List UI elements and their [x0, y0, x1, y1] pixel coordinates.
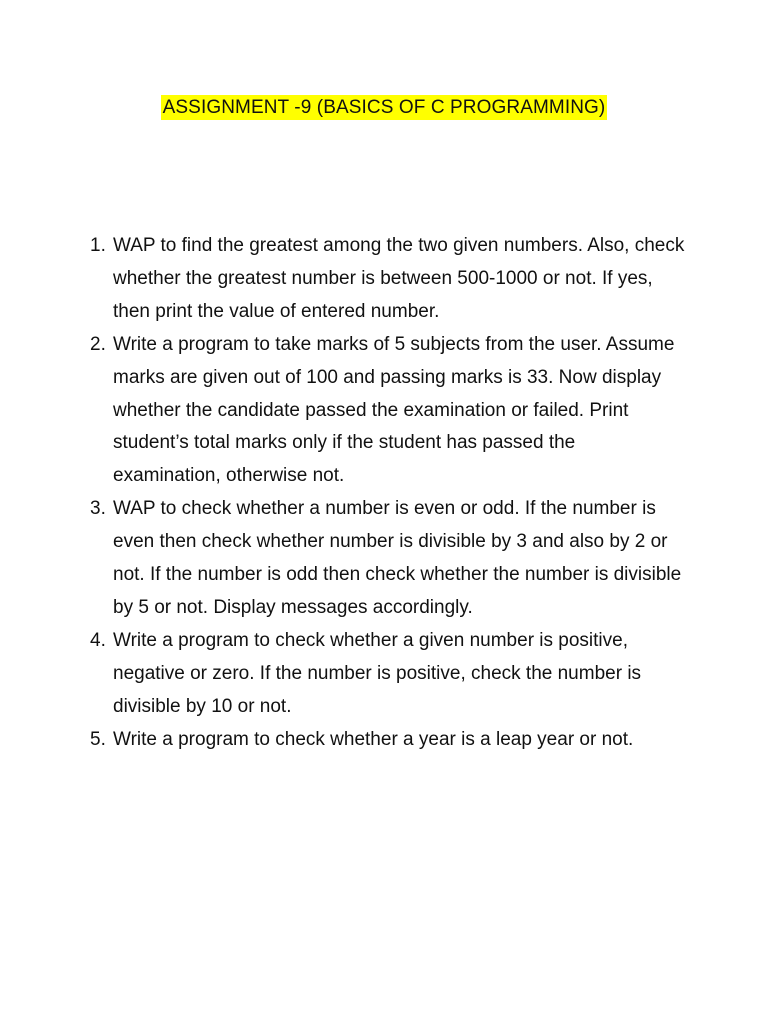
- question-number: 4.: [90, 629, 106, 651]
- question-number: 1.: [90, 235, 106, 256]
- title-container: [0, 95, 768, 120]
- question-item: [86, 724, 686, 757]
- question-number: 3.: [90, 498, 106, 520]
- assignment-title: ASSIGNMENT -9 (BASICS OF C PROGRAMMING): [162, 97, 606, 118]
- question-text: Write a program to check whether a year is a leap year or not.: [113, 728, 634, 750]
- question-list: [86, 230, 686, 757]
- question-text: WAP to find the greatest among the two given numbers. Also, check whether the greatest number is between 500-1000 or not. If yes, then print the value of entered number.: [113, 235, 685, 322]
- question-number: 5.: [90, 728, 106, 750]
- question-number: 2.: [90, 333, 106, 355]
- question-item: [86, 329, 686, 494]
- question-text: WAP to check whether a number is even or odd. If the number is even then check whether number is divisible by 3 and also by 2 or not. If the number is odd then check whether the number is divisible by 5 or not. Display messages accordingly.: [113, 498, 682, 618]
- question-item: [86, 230, 686, 329]
- question-text: Write a program to check whether a given number is positive, negative or zero. If the number is positive, check the number is divisible by 10 or not.: [113, 629, 642, 717]
- question-item: [86, 625, 686, 724]
- question-text: Write a program to take marks of 5 subjects from the user. Assume marks are given out of 100 and passing marks is 33. Now display whether the candidate passed the examination or failed. Print student’s total marks only if the student has passed the examination, otherwise not.: [113, 333, 675, 487]
- question-item: [86, 493, 686, 625]
